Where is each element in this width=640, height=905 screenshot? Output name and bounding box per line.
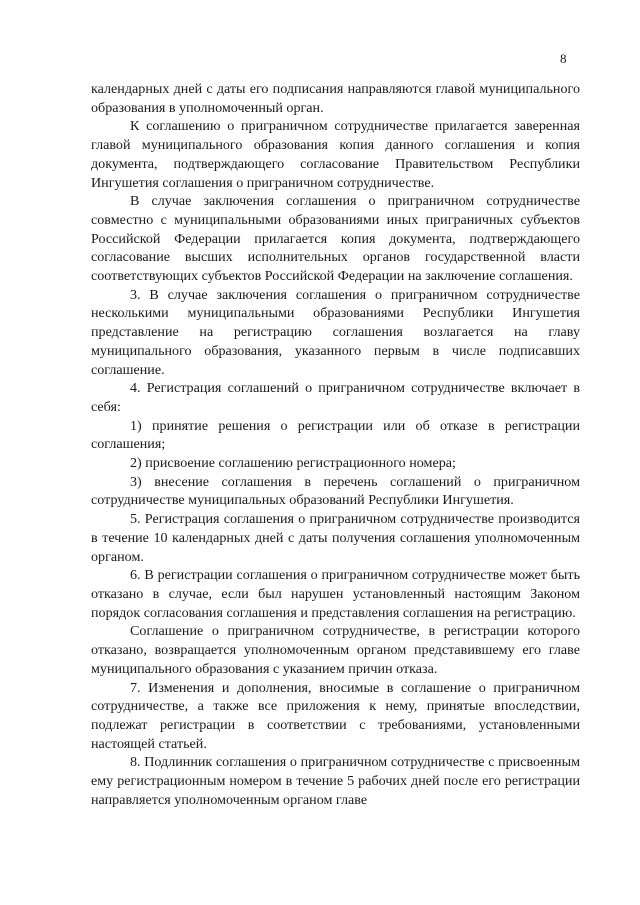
list-item-3: 3) внесение соглашения в перечень соглашений о приграничном сотрудничестве муниципальных образований Республики Ингушетия. (91, 473, 580, 509)
paragraph-joint-agreement: В случае заключения соглашения о приграничном сотрудничестве совместно с муниципальными образованиями иных приграничных субъектов Российской Федерации прилагается копия документа, подтверждающего согласование высших исполнительных органов государственной власти соответствующих субъектов Российской Федерации на заключение соглашения. (91, 193, 580, 285)
paragraph-clause-4: 4. Регистрация соглашений о приграничном сотрудничестве включает в себя: (91, 380, 580, 415)
paragraph-clause-7: 7. Изменения и дополнения, вносимые в соглашение о приграничном сотрудничестве, а также все приложения к нему, принятые впоследствии, подлежат регистрации в соответствии с требованиями, установленными настоящей статьей. (91, 679, 580, 752)
paragraph-attachment-copy: К соглашению о приграничном сотрудничестве прилагается заверенная главой муниципального образования копия данного соглашения и копия документа, подтверждающего согласование Правительством Республики Ингушетия соглашения о приграничном сотрудничестве. (91, 118, 580, 191)
paragraph-continuation: календарных дней с даты его подписания направляются главой муниципального образования в уполномоченный орган. (91, 81, 580, 116)
document-body (91, 80, 580, 809)
paragraph-clause-5: 5. Регистрация соглашения о приграничном сотрудничестве производится в течение 10 календарных дней с даты получения соглашения уполномоченным органом. (91, 511, 580, 565)
paragraph-clause-6: 6. В регистрации соглашения о приграничном сотрудничестве может быть отказано в случае, если был нарушен установленный настоящим Законом порядок согласования соглашения и представления соглашения на регистрацию. (91, 567, 580, 621)
paragraph-clause-3: 3. В случае заключения соглашения о приграничном сотрудничестве несколькими муниципальными образованиями Республики Ингушетия представление на регистрацию соглашения возлагается на главу муниципального образования, указанного первым в числе подписавших соглашение. (91, 286, 580, 378)
list-item-1: 1) принятие решения о регистрации или об отказе в регистрации соглашения; (91, 417, 580, 453)
paragraph-refusal-return: Соглашение о приграничном сотрудничестве, в регистрации которого отказано, возвращается уполномоченным органом представившему его главе муниципального образования с указанием причин отказа. (91, 623, 580, 677)
page-number: 8 (560, 51, 567, 66)
paragraph-clause-8: 8. Подлинник соглашения о приграничном сотрудничестве с присвоенным ему регистрационным номером в течение 5 рабочих дней после его регистрации направляется уполномоченным органом главе (91, 754, 580, 808)
list-item-2: 2) присвоение соглашению регистрационного номера; (130, 455, 456, 472)
